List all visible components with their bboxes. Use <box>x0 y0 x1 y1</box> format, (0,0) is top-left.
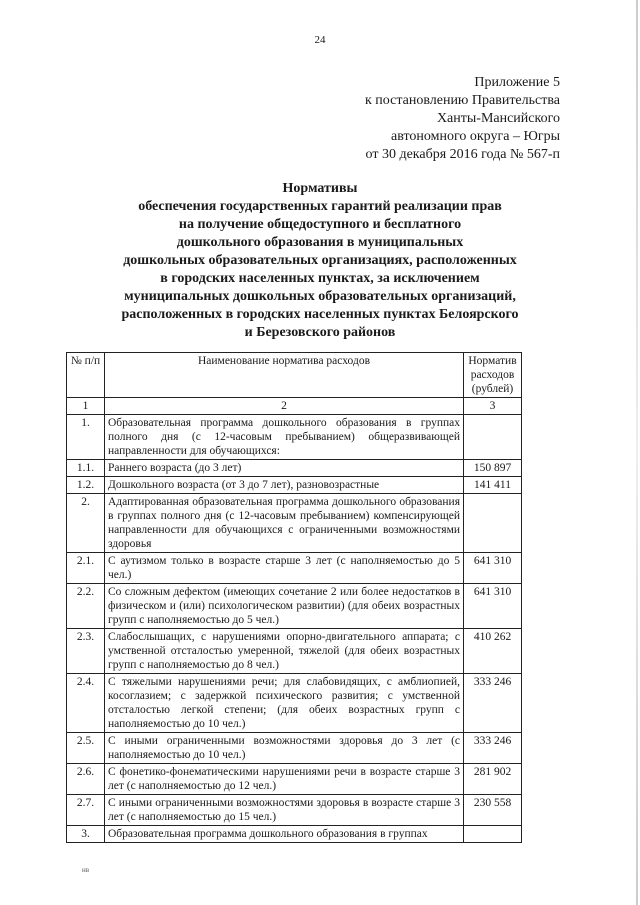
table-row <box>67 415 522 460</box>
row-num: 2.5. <box>67 733 105 764</box>
index-cell: 1 <box>67 398 105 415</box>
table-row <box>67 826 522 843</box>
row-num: 1.1. <box>67 460 105 477</box>
table-row <box>67 553 522 584</box>
title-line: на получение общедоступного и бесплатного <box>178 217 462 232</box>
title-line: Нормативы <box>282 181 358 196</box>
row-value <box>464 494 522 553</box>
row-name: С фонетико-фонематическими нарушениями речи в возрасте старше 3 лет (с наполняемостью до 12 чел.) <box>105 764 464 795</box>
row-name: Образовательная программа дошкольного образования в группах полного дня (с 12-часовым пребыванием) общеразвивающей направленности для обучающихся: <box>105 415 464 460</box>
table-row <box>67 795 522 826</box>
table-row <box>67 460 522 477</box>
row-num: 3. <box>67 826 105 843</box>
row-value: 410 262 <box>464 629 522 674</box>
row-num: 1.2. <box>67 477 105 494</box>
table-row <box>67 477 522 494</box>
scan-edge <box>636 0 638 905</box>
table-row <box>67 764 522 795</box>
row-value <box>464 826 522 843</box>
row-value: 141 411 <box>464 477 522 494</box>
header-value: Норматив расходов (рублей) <box>464 353 522 398</box>
row-name: Со сложным дефектом (имеющих сочетание 2 или более недостатков в физическом и (или) психологическом развитии) (для обеих возрастных групп с наполняемостью до 5 чел.) <box>105 584 464 629</box>
appendix-line: Ханты-Мансийского <box>436 111 560 126</box>
page-number: 24 <box>314 34 326 46</box>
table-header-row <box>67 353 522 398</box>
title-line: дошкольных образовательных организациях, расположенных <box>123 253 517 268</box>
table-row <box>67 629 522 674</box>
row-value: 641 310 <box>464 584 522 629</box>
row-num: 2.7. <box>67 795 105 826</box>
appendix-line: Приложение 5 <box>474 75 560 90</box>
header-name: Наименование норматива расходов <box>105 353 464 398</box>
index-cell: 3 <box>464 398 522 415</box>
row-value: 230 558 <box>464 795 522 826</box>
row-num: 2.6. <box>67 764 105 795</box>
table-row <box>67 584 522 629</box>
row-name: Образовательная программа дошкольного образования в группах <box>105 826 464 843</box>
footer-mark: нв <box>82 866 90 874</box>
table-row <box>67 674 522 733</box>
appendix-block <box>365 74 560 164</box>
appendix-line: от 30 декабря 2016 года № 567-п <box>365 147 560 162</box>
row-name: Адаптированная образовательная программа дошкольного образования в группах полного дня (с 12-часовым пребыванием) компенсирующей направленности для обучающихся с ограниченными возможностями здоровья <box>105 494 464 553</box>
title-line: муниципальных дошкольных образовательных организаций, <box>124 289 516 304</box>
row-name: Слабослышащих, с нарушениями опорно-двигательного аппарата; с умственной отсталостью умеренной, тяжелой (для обеих возрастных групп с наполняемостью до 8 чел.) <box>105 629 464 674</box>
row-name: С иными ограниченными возможностями здоровья в возрасте старше 3 лет (с наполняемостью до 15 чел.) <box>105 795 464 826</box>
row-num: 2.4. <box>67 674 105 733</box>
row-num: 2.2. <box>67 584 105 629</box>
table-row <box>67 494 522 553</box>
document-title <box>60 180 580 342</box>
norms-table <box>66 352 522 843</box>
row-value: 333 246 <box>464 674 522 733</box>
row-name: Дошкольного возраста (от 3 до 7 лет), разновозрастные <box>105 477 464 494</box>
row-value <box>464 415 522 460</box>
title-line: дошкольного образования в муниципальных <box>176 235 464 250</box>
row-name: С аутизмом только в возрасте старше 3 лет (с наполняемостью до 5 чел.) <box>105 553 464 584</box>
appendix-line: автономного округа – Югры <box>391 129 560 144</box>
row-num: 2.1. <box>67 553 105 584</box>
title-line: и Березовского районов <box>244 325 396 340</box>
row-value: 333 246 <box>464 733 522 764</box>
title-line: в городских населенных пунктах, за исключением <box>160 271 480 286</box>
row-name: Раннего возраста (до 3 лет) <box>105 460 464 477</box>
table-row <box>67 733 522 764</box>
row-num: 1. <box>67 415 105 460</box>
row-value: 641 310 <box>464 553 522 584</box>
row-num: 2. <box>67 494 105 553</box>
row-value: 281 902 <box>464 764 522 795</box>
header-num: № п/п <box>67 353 105 398</box>
title-line: расположенных в городских населенных пунктах Белоярского <box>121 307 519 322</box>
row-name: С иными ограниченными возможностями здоровья до 3 лет (с наполняемостью до 10 чел.) <box>105 733 464 764</box>
index-cell: 2 <box>105 398 464 415</box>
row-value: 150 897 <box>464 460 522 477</box>
row-num: 2.3. <box>67 629 105 674</box>
row-name: С тяжелыми нарушениями речи; для слабовидящих, с амблиопией, косоглазием; с задержкой психического развития; с умственной отсталостью легкой степени; (для обеих возрастных групп с наполняемостью до 10 чел.) <box>105 674 464 733</box>
table-index-row <box>67 398 522 415</box>
appendix-line: к постановлению Правительства <box>364 93 560 108</box>
title-line: обеспечения государственных гарантий реализации прав <box>138 199 502 214</box>
